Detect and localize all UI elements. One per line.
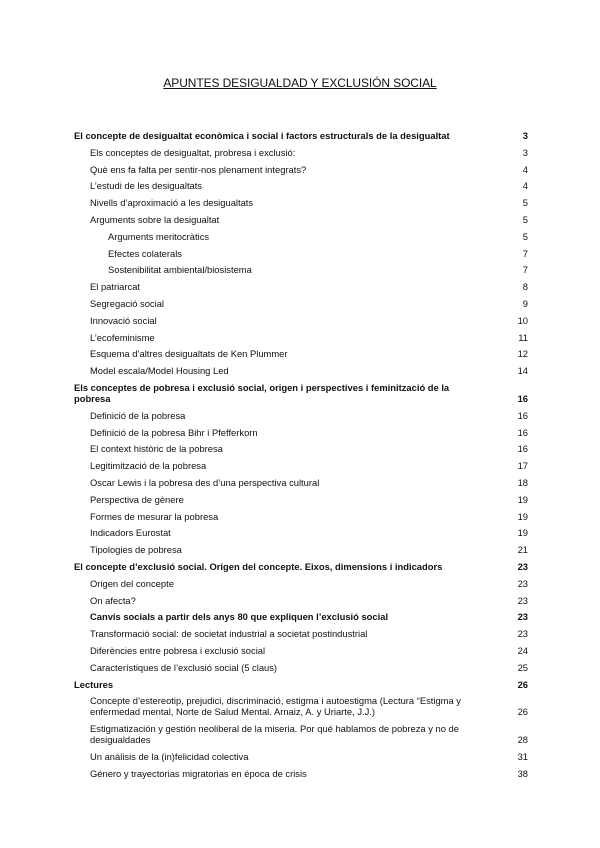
toc-entry-page-number: 23 [517,577,528,589]
toc-entry-page-number: 17 [517,460,528,472]
toc-entry[interactable] [74,625,528,642]
toc-entry-title: Estigmatización y gestión neoliberal de la miseria. Por qué hablamos de pobreza y no de desigualdades [90,723,459,746]
toc-entry-page-number: 18 [517,476,528,488]
toc-entry[interactable] [74,491,528,508]
toc-entry-title: Indicadors Eurostat [90,527,171,539]
toc-entry-title: Què ens fa falta per sentir-nos plenament integrats? [90,163,307,175]
toc-entry[interactable] [74,278,528,295]
toc-entry-page-number: 7 [522,247,528,259]
toc-entry-title: Legitimització de la pobresa [90,460,207,472]
toc-entry-title: Sostenibilitat ambiental/biosistema [108,264,252,276]
toc-entry-title: Formes de mesurar la pobresa [90,510,219,522]
toc-entry-title: On afecta? [90,594,136,606]
toc-entry[interactable] [74,194,528,211]
toc-entry-page-number: 24 [517,644,528,656]
toc-entry-page-number: 31 [517,750,528,762]
toc-entry-page-number: 19 [517,493,528,505]
toc-entry-page-number: 28 [517,734,528,746]
toc-entry-title: L’estudi de les desigualtats [90,180,203,192]
toc-entry[interactable] [74,329,528,346]
toc-entry-page-number: 3 [522,130,528,141]
toc-entry-page-number: 12 [517,348,528,360]
toc-entry-title: Segregació social [90,297,165,309]
toc-entry[interactable] [74,558,528,575]
toc-entry[interactable] [74,407,528,424]
toc-entry-title: Perspectiva de gènere [90,493,184,505]
toc-entry-title: Origen del concepte [90,577,174,589]
toc-entry-title: Concepte d’estereotip, prejudici, discriminació, estigma i autoestigma (Lectura “Estigma y enfermedad mental, Norte de Salud Mental. Arnaiz, A. y Uriarte, J.J.) [90,695,461,718]
toc-entry-title: Innovació social [90,314,157,326]
toc-entry-title: Tipologies de pobresa [90,544,182,556]
toc-entry-title: Definició de la pobresa [90,409,186,421]
toc-entry[interactable] [74,379,528,407]
toc-entry-page-number: 3 [522,146,528,158]
toc-entry-title: El concepte de desigualtat econòmica i social i factors estructurals de la desigualtat [74,130,450,141]
toc-entry-page-number: 23 [517,611,528,623]
toc-entry[interactable] [74,345,528,362]
toc-entry-page-number: 19 [517,510,528,522]
toc-entry-title: El context històric de la pobresa [90,443,223,455]
toc-entry-page-number: 21 [517,544,528,556]
toc-entry[interactable] [74,211,528,228]
toc-entry-page-number: 7 [522,264,528,276]
toc-entry[interactable] [74,295,528,312]
toc-entry-page-number: 4 [522,163,528,175]
toc-entry-page-number: 38 [517,767,528,779]
toc-entry[interactable] [74,144,528,161]
toc-entry[interactable] [74,541,528,558]
toc-entry-title: Els conceptes de desigualtat, probresa i exclusió: [90,146,296,158]
toc-entry-title: Transformació social: de societat industrial a societat postindustrial [90,628,368,640]
toc-entry-title: Característiques de l’exclusió social (5 claus) [90,661,278,673]
toc-entry-title: Un análisis de la (in)felicidad colectiva [90,750,249,762]
toc-entry-title: Oscar Lewis i la pobresa des d’una perspectiva cultural [90,476,320,488]
toc-entry-page-number: 23 [517,560,528,572]
toc-entry-page-number: 14 [517,365,528,377]
toc-entry-page-number: 16 [517,443,528,455]
toc-entry[interactable] [74,474,528,491]
toc-entry[interactable] [74,748,528,765]
toc-entry-page-number: 16 [517,426,528,438]
toc-entry[interactable] [74,720,528,748]
toc-entry[interactable] [74,424,528,441]
toc-entry-page-number: 26 [517,706,528,718]
toc-entry-page-number: 5 [522,213,528,225]
toc-entry[interactable] [74,575,528,592]
toc-entry[interactable] [74,592,528,609]
toc-entry[interactable] [74,177,528,194]
toc-entry[interactable] [74,608,528,625]
toc-entry[interactable] [74,228,528,245]
toc-entry-page-number: 5 [522,230,528,242]
toc-entry-page-number: 5 [522,197,528,209]
page-title: APUNTES DESIGUALDAD Y EXCLUSIÓN SOCIAL [163,76,437,90]
toc-entry-page-number: 4 [522,180,528,192]
toc-entry-page-number: 25 [517,661,528,673]
toc-entry[interactable] [74,362,528,379]
toc-entry[interactable] [74,676,528,693]
toc-entry-title: El concepte d’exclusió social. Origen del concepte. Eixos, dimensions i indicadors [74,560,443,572]
toc-entry-title: Definició de la pobresa Bihr i Pfefferkorn [90,426,258,438]
toc-entry[interactable] [74,245,528,262]
toc-entry-page-number: 19 [517,527,528,539]
toc-entry-page-number: 16 [517,392,528,404]
toc-entry[interactable] [74,457,528,474]
toc-entry-title: L’ecofeminisme [90,331,155,343]
toc-entry-title: Esquema d’altres desigualtats de Ken Plummer [90,348,288,360]
toc-entry-title: Canvis socials a partir dels anys 80 que expliquen l’exclusió social [90,611,389,623]
toc-entry-title: Els conceptes de pobresa i exclusió social, origen i perspectives i feminització de la pobresa [74,381,450,404]
toc-entry-title: El patriarcat [90,281,141,293]
toc-entry-title: Arguments meritocràtics [108,230,210,242]
toc-entry-page-number: 23 [517,594,528,606]
toc-entry-title: Género y trayectorias migratorias en época de crisis [90,767,307,779]
toc-entry-page-number: 10 [517,314,528,326]
toc-entry-page-number: 9 [522,297,528,309]
toc-entry[interactable] [74,642,528,659]
toc-entry-page-number: 11 [518,331,528,343]
toc-entry[interactable] [74,127,528,144]
toc-entry-title: Lectures [74,678,114,690]
toc-entry-page-number: 16 [517,409,528,421]
toc-entry[interactable] [74,692,528,720]
toc-entry[interactable] [74,312,528,329]
toc-entry-title: Diferències entre pobresa i exclusió social [90,644,266,656]
toc-entry[interactable] [74,765,528,782]
toc-entry-page-number: 23 [517,628,528,640]
table-of-contents [74,127,528,781]
toc-entry[interactable] [74,440,528,457]
toc-entry-title: Arguments sobre la desigualtat [90,213,220,225]
toc-entry[interactable] [74,524,528,541]
toc-entry-title: Efectes colaterals [108,247,182,259]
toc-entry[interactable] [74,161,528,178]
toc-entry-title: Model escala/Model Housing Led [90,365,229,377]
toc-entry[interactable] [74,508,528,525]
toc-entry-page-number: 8 [522,281,528,293]
toc-entry[interactable] [74,659,528,676]
toc-entry[interactable] [74,261,528,278]
toc-entry-page-number: 26 [517,678,528,690]
toc-entry-title: Nivells d’aproximació a les desigualtats [90,197,254,209]
